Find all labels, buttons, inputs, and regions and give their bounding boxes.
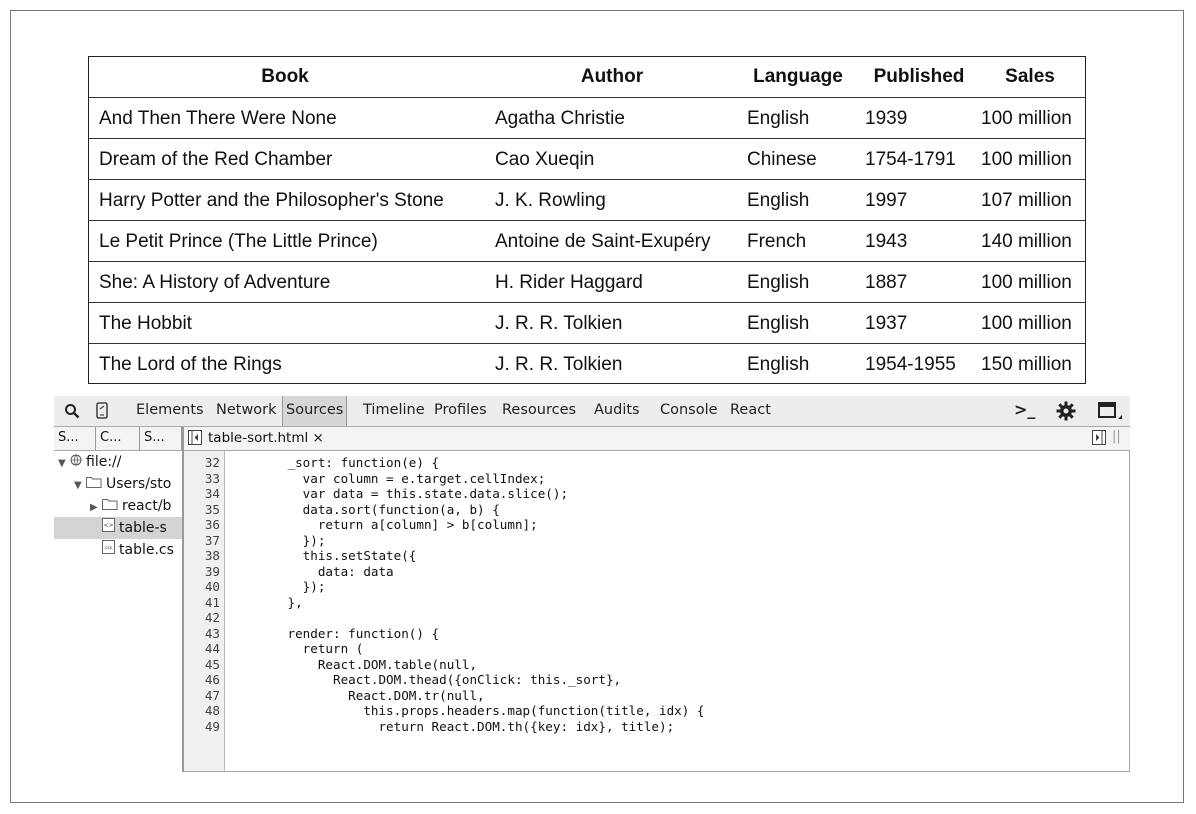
tab-profiles[interactable]: Profiles [434, 402, 487, 418]
tab-network[interactable]: Network [216, 402, 277, 418]
header-book[interactable]: Book [261, 66, 309, 87]
pause-icon[interactable]: || [1112, 429, 1121, 444]
cell-author: J. R. R. Tolkien [495, 354, 623, 375]
line-number[interactable]: 40 [204, 579, 220, 594]
gear-icon[interactable] [1056, 396, 1076, 426]
table-row [89, 98, 1085, 139]
cell-language: Chinese [747, 149, 817, 170]
code-line [184, 703, 1124, 719]
device-icon[interactable] [96, 396, 108, 426]
code-line [184, 486, 1124, 502]
devtools-panel [54, 396, 1130, 772]
table-row [89, 180, 1085, 221]
cell-author: Cao Xueqin [495, 149, 595, 170]
cell-published: 1943 [865, 231, 908, 252]
code-line [184, 657, 1124, 673]
line-number[interactable]: 32 [204, 455, 220, 470]
tree-item[interactable] [74, 473, 171, 495]
tab-console[interactable]: Console [660, 402, 718, 418]
cell-published: 1954-1955 [865, 354, 956, 375]
cell-published: 1937 [865, 313, 908, 334]
line-number[interactable]: 45 [204, 656, 220, 672]
table-row [89, 221, 1085, 262]
header-sales[interactable]: Sales [1005, 66, 1055, 87]
code-text: _sort: function(e) { [242, 455, 440, 470]
tab-react[interactable]: React [730, 402, 771, 418]
code-line [184, 595, 1124, 611]
code-text: React.DOM.table(null, [242, 656, 478, 672]
code-line [184, 548, 1124, 564]
cell-published: 1997 [865, 190, 908, 211]
code-line [184, 517, 1124, 533]
tree-item-label: table-s [119, 520, 167, 536]
header-author[interactable]: Author [580, 66, 644, 87]
code-line [184, 626, 1124, 642]
code-line [184, 471, 1124, 487]
disclosure-arrow-icon[interactable]: ▼ [58, 458, 66, 469]
tree-item[interactable] [90, 495, 171, 517]
code-text: var data = this.state.data.slice(); [242, 486, 569, 501]
tree-item-label: table.cs [119, 542, 174, 558]
tree-item-label: file:// [86, 454, 122, 470]
cell-language: English [747, 272, 810, 293]
folder-icon [102, 495, 118, 517]
tree-item[interactable] [58, 451, 121, 473]
cell-author: Agatha Christie [495, 108, 625, 129]
code-text: return React.DOM.th({key: idx}, title); [242, 718, 675, 734]
dock-icon[interactable] [1098, 396, 1122, 426]
folder-icon [86, 473, 102, 495]
cell-book: She: A History of Adventure [99, 272, 331, 293]
cell-sales: 140 million [981, 231, 1072, 252]
line-number[interactable]: 43 [204, 625, 220, 641]
cell-author: Antoine de Saint-Exupéry [495, 231, 711, 252]
cell-sales: 107 million [981, 190, 1072, 211]
cell-language: English [747, 108, 810, 129]
cell-published: 1887 [865, 272, 908, 293]
code-text: }); [242, 579, 326, 594]
line-number[interactable]: 33 [204, 470, 220, 486]
code-line [184, 455, 1124, 471]
cell-sales: 100 million [981, 313, 1072, 334]
cell-language: English [747, 190, 810, 211]
tree-item-label: Users/sto [106, 476, 172, 492]
code-line [184, 719, 1124, 735]
code-line [184, 579, 1124, 595]
code-text: }); [242, 532, 326, 548]
code-line [184, 641, 1124, 657]
cell-published: 1754-1791 [865, 149, 956, 170]
editor-tab-bar [184, 427, 1130, 451]
tree-item[interactable] [54, 517, 182, 539]
code-text: return ( [242, 641, 364, 656]
disclosure-arrow-icon[interactable]: ▶ [90, 502, 98, 513]
svg-text:<>: <> [103, 522, 114, 529]
tab-elements[interactable]: Elements [136, 402, 204, 418]
line-number[interactable]: 38 [204, 548, 220, 563]
file-navigator-tree [54, 451, 182, 772]
css-file-icon [102, 539, 115, 561]
code-text: }, [242, 594, 303, 610]
tab-audits[interactable]: Audits [594, 402, 640, 418]
globe-icon [70, 451, 82, 473]
html-file-icon [102, 517, 115, 539]
table-row [89, 344, 1085, 385]
book-table [88, 56, 1086, 384]
code-editor[interactable] [184, 451, 1130, 772]
code-text: render: function() { [242, 625, 440, 641]
console-drawer-icon[interactable]: >_ [1014, 400, 1036, 419]
navigator-tab[interactable]: C... [96, 427, 140, 450]
cell-author: J. K. Rowling [495, 190, 606, 211]
code-line [184, 688, 1124, 704]
cell-author: H. Rider Haggard [495, 272, 643, 293]
cell-book: And Then There Were None [99, 108, 337, 129]
toggle-debugger-icon[interactable] [1092, 430, 1106, 449]
code-text: this.setState({ [242, 548, 417, 563]
devtools-toolbar [54, 396, 1130, 427]
code-text: data.sort(function(a, b) { [242, 501, 500, 517]
cell-sales: 100 million [981, 272, 1072, 293]
header-language[interactable]: Language [753, 66, 843, 87]
table-row [89, 262, 1085, 303]
tree-item[interactable] [90, 539, 174, 561]
line-number[interactable]: 34 [204, 486, 220, 501]
cell-published: 1939 [865, 108, 908, 129]
cell-language: English [747, 354, 810, 375]
tree-item-label: react/b [122, 498, 172, 514]
cell-language: English [747, 313, 810, 334]
code-text: this.props.headers.map(function(title, idx) { [242, 703, 705, 718]
navigator-tab[interactable]: S... [54, 427, 96, 450]
line-number[interactable]: 46 [204, 672, 220, 687]
cell-language: French [747, 231, 807, 252]
code-line [184, 564, 1124, 580]
cell-sales: 100 million [981, 108, 1072, 129]
code-text: data: data [242, 563, 394, 579]
line-number[interactable]: 42 [204, 610, 220, 625]
line-number[interactable]: 48 [204, 703, 220, 718]
code-text: return a[column] > b[column]; [242, 517, 538, 532]
line-number[interactable]: 41 [204, 594, 220, 610]
code-line [184, 533, 1124, 549]
line-number[interactable]: 49 [204, 718, 220, 734]
code-line [184, 502, 1124, 518]
code-text: var column = e.target.cellIndex; [242, 470, 546, 486]
table-row [89, 139, 1085, 180]
cell-book: The Hobbit [99, 313, 192, 334]
table-row [89, 303, 1085, 344]
header-published[interactable]: Published [873, 66, 965, 87]
tab-timeline[interactable]: Timeline [363, 402, 425, 418]
cell-sales: 100 million [981, 149, 1072, 170]
code-text: React.DOM.tr(null, [242, 687, 485, 703]
code-line [184, 610, 1124, 626]
line-number[interactable]: 39 [204, 563, 220, 579]
line-number[interactable]: 35 [204, 501, 220, 517]
cell-book: The Lord of the Rings [99, 354, 282, 375]
line-number[interactable]: 44 [204, 641, 220, 656]
line-number[interactable]: 37 [204, 532, 220, 548]
disclosure-arrow-icon[interactable]: ▼ [74, 480, 82, 491]
code-line [184, 672, 1124, 688]
table-header-row [89, 57, 1085, 97]
code-text: React.DOM.thead({onClick: this._sort}, [242, 672, 622, 687]
tab-resources[interactable]: Resources [502, 402, 577, 418]
tab-table-sort-html[interactable]: table-sort.html × [208, 430, 324, 446]
navigator-tabs [54, 427, 182, 451]
tab-sources[interactable]: Sources [282, 396, 347, 426]
navigator-tab[interactable]: S... [140, 427, 182, 450]
cell-author: J. R. R. Tolkien [495, 313, 623, 334]
cell-book: Le Petit Prince (The Little Prince) [99, 231, 378, 252]
search-icon[interactable] [64, 396, 80, 426]
line-number[interactable]: 47 [204, 687, 220, 703]
line-number[interactable]: 36 [204, 517, 220, 532]
cell-book: Dream of the Red Chamber [99, 149, 333, 170]
cell-book: Harry Potter and the Philosopher's Stone [99, 190, 444, 211]
cell-sales: 150 million [981, 354, 1072, 375]
svg-text:css: css [104, 546, 113, 551]
